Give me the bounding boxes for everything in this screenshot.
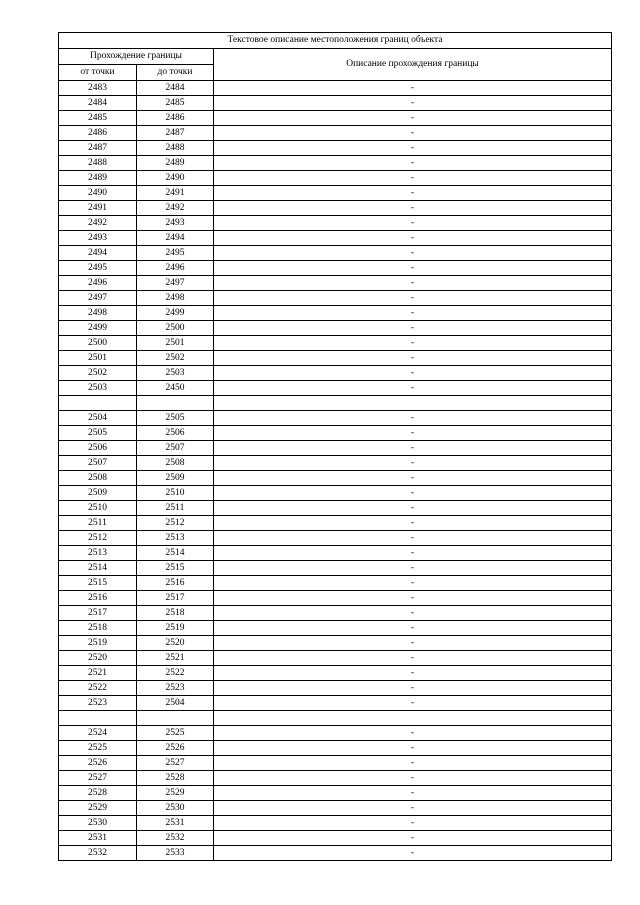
to-point-cell: 2503: [137, 366, 214, 381]
to-point-cell: 2496: [137, 261, 214, 276]
from-point-cell: 2532: [59, 846, 137, 861]
from-point-cell: 2516: [59, 591, 137, 606]
description-cell: -: [214, 486, 612, 501]
description-cell: -: [214, 201, 612, 216]
table-row: [59, 306, 612, 321]
from-point-cell: 2530: [59, 816, 137, 831]
from-point-cell: 2499: [59, 321, 137, 336]
to-point-cell: 2513: [137, 531, 214, 546]
description-cell: -: [214, 96, 612, 111]
to-point-cell: 2516: [137, 576, 214, 591]
to-point-cell: 2450: [137, 381, 214, 396]
from-point-cell: 2490: [59, 186, 137, 201]
from-point-cell: 2525: [59, 741, 137, 756]
to-point-cell: 2528: [137, 771, 214, 786]
table-row: [59, 291, 612, 306]
description-cell: -: [214, 321, 612, 336]
to-point-cell: 2498: [137, 291, 214, 306]
table-row: [59, 651, 612, 666]
description-cell: -: [214, 111, 612, 126]
to-point-cell: 2502: [137, 351, 214, 366]
table-row: [59, 171, 612, 186]
description-cell: -: [214, 216, 612, 231]
table-row: [59, 126, 612, 141]
description-cell: [214, 711, 612, 726]
table-row: [59, 111, 612, 126]
description-cell: -: [214, 441, 612, 456]
from-point-cell: 2496: [59, 276, 137, 291]
to-point-cell: 2500: [137, 321, 214, 336]
from-point-cell: 2489: [59, 171, 137, 186]
description-cell: -: [214, 141, 612, 156]
table-row: [59, 471, 612, 486]
to-point-cell: 2495: [137, 246, 214, 261]
to-point-cell: 2504: [137, 696, 214, 711]
to-point-cell: 2497: [137, 276, 214, 291]
from-point-cell: 2483: [59, 81, 137, 96]
to-point-cell: 2518: [137, 606, 214, 621]
description-cell: -: [214, 186, 612, 201]
to-point-header: до точки: [137, 65, 214, 81]
from-point-cell: 2501: [59, 351, 137, 366]
boundary-description-table: [58, 32, 612, 861]
description-cell: -: [214, 741, 612, 756]
table-row: [59, 216, 612, 231]
from-point-cell: 2515: [59, 576, 137, 591]
description-cell: -: [214, 531, 612, 546]
table-row: [59, 201, 612, 216]
to-point-cell: 2507: [137, 441, 214, 456]
to-point-cell: 2515: [137, 561, 214, 576]
from-point-cell: 2509: [59, 486, 137, 501]
from-point-cell: 2492: [59, 216, 137, 231]
table-row: [59, 96, 612, 111]
table-row: [59, 486, 612, 501]
table-row: [59, 756, 612, 771]
to-point-cell: 2522: [137, 666, 214, 681]
from-point-cell: 2493: [59, 231, 137, 246]
from-point-cell: 2526: [59, 756, 137, 771]
table-row: [59, 441, 612, 456]
to-point-cell: 2489: [137, 156, 214, 171]
description-cell: -: [214, 231, 612, 246]
to-point-cell: 2520: [137, 636, 214, 651]
table-row: [59, 231, 612, 246]
table-row: [59, 561, 612, 576]
table-row: [59, 711, 612, 726]
table-row: [59, 411, 612, 426]
to-point-cell: 2493: [137, 216, 214, 231]
from-point-cell: 2485: [59, 111, 137, 126]
description-cell: -: [214, 561, 612, 576]
to-point-cell: 2511: [137, 501, 214, 516]
from-point-cell: 2497: [59, 291, 137, 306]
table-row: [59, 741, 612, 756]
description-cell: -: [214, 786, 612, 801]
table-row: [59, 381, 612, 396]
to-point-cell: 2491: [137, 186, 214, 201]
description-cell: -: [214, 771, 612, 786]
description-cell: -: [214, 651, 612, 666]
to-point-cell: 2509: [137, 471, 214, 486]
table-row: [59, 546, 612, 561]
table-row: [59, 396, 612, 411]
from-point-cell: 2524: [59, 726, 137, 741]
from-point-cell: 2506: [59, 441, 137, 456]
table-row: [59, 846, 612, 861]
to-point-cell: [137, 396, 214, 411]
table-row: [59, 426, 612, 441]
from-point-cell: 2521: [59, 666, 137, 681]
description-cell: -: [214, 246, 612, 261]
to-point-cell: 2517: [137, 591, 214, 606]
to-point-cell: 2485: [137, 96, 214, 111]
from-point-cell: 2529: [59, 801, 137, 816]
from-point-cell: 2495: [59, 261, 137, 276]
from-point-cell: 2518: [59, 621, 137, 636]
to-point-cell: 2508: [137, 456, 214, 471]
description-cell: -: [214, 681, 612, 696]
from-point-cell: 2528: [59, 786, 137, 801]
from-point-cell: 2510: [59, 501, 137, 516]
table-row: [59, 786, 612, 801]
description-cell: -: [214, 621, 612, 636]
from-point-cell: 2522: [59, 681, 137, 696]
from-point-cell: 2487: [59, 141, 137, 156]
description-cell: -: [214, 606, 612, 621]
description-cell: -: [214, 726, 612, 741]
description-cell: -: [214, 636, 612, 651]
from-point-cell: 2514: [59, 561, 137, 576]
description-cell: -: [214, 171, 612, 186]
table-row: [59, 276, 612, 291]
to-point-cell: 2510: [137, 486, 214, 501]
description-cell: [214, 396, 612, 411]
description-cell: -: [214, 291, 612, 306]
from-point-cell: 2520: [59, 651, 137, 666]
table-row: [59, 771, 612, 786]
to-point-cell: 2490: [137, 171, 214, 186]
from-point-cell: 2491: [59, 201, 137, 216]
to-point-cell: 2487: [137, 126, 214, 141]
description-cell: -: [214, 366, 612, 381]
to-point-cell: 2506: [137, 426, 214, 441]
to-point-cell: 2512: [137, 516, 214, 531]
description-cell: -: [214, 381, 612, 396]
table-row: [59, 531, 612, 546]
from-point-cell: [59, 396, 137, 411]
table-row: [59, 261, 612, 276]
table-row: [59, 831, 612, 846]
to-point-cell: 2527: [137, 756, 214, 771]
description-cell: -: [214, 831, 612, 846]
to-point-cell: 2526: [137, 741, 214, 756]
to-point-cell: 2529: [137, 786, 214, 801]
description-cell: -: [214, 756, 612, 771]
description-cell: -: [214, 126, 612, 141]
from-point-cell: 2513: [59, 546, 137, 561]
table-row: [59, 726, 612, 741]
description-cell: -: [214, 426, 612, 441]
description-cell: -: [214, 81, 612, 96]
table-row: [59, 591, 612, 606]
from-point-cell: 2512: [59, 531, 137, 546]
table-row: [59, 606, 612, 621]
from-point-cell: 2508: [59, 471, 137, 486]
description-cell: -: [214, 666, 612, 681]
table-row: [59, 336, 612, 351]
to-point-cell: 2521: [137, 651, 214, 666]
description-cell: -: [214, 276, 612, 291]
from-point-cell: 2500: [59, 336, 137, 351]
to-point-cell: 2530: [137, 801, 214, 816]
table-row: [59, 81, 612, 96]
to-point-cell: 2519: [137, 621, 214, 636]
from-point-cell: 2527: [59, 771, 137, 786]
to-point-cell: 2533: [137, 846, 214, 861]
boundary-passage-header: Прохождение границы: [59, 49, 214, 65]
to-point-cell: 2531: [137, 816, 214, 831]
table-row: [59, 321, 612, 336]
table-row: [59, 366, 612, 381]
to-point-cell: 2523: [137, 681, 214, 696]
table-row: [59, 501, 612, 516]
from-point-cell: 2503: [59, 381, 137, 396]
table-row: [59, 816, 612, 831]
from-point-cell: 2484: [59, 96, 137, 111]
from-point-cell: 2486: [59, 126, 137, 141]
table-row: [59, 246, 612, 261]
description-cell: -: [214, 471, 612, 486]
to-point-cell: 2494: [137, 231, 214, 246]
description-header: Описание прохождения границы: [214, 49, 612, 81]
to-point-cell: 2532: [137, 831, 214, 846]
description-cell: -: [214, 516, 612, 531]
description-cell: -: [214, 696, 612, 711]
from-point-cell: 2505: [59, 426, 137, 441]
to-point-cell: 2499: [137, 306, 214, 321]
description-cell: -: [214, 801, 612, 816]
from-point-cell: 2517: [59, 606, 137, 621]
to-point-cell: [137, 711, 214, 726]
from-point-cell: 2498: [59, 306, 137, 321]
table-row: [59, 621, 612, 636]
description-cell: -: [214, 591, 612, 606]
table-row: [59, 516, 612, 531]
description-cell: -: [214, 456, 612, 471]
description-cell: -: [214, 306, 612, 321]
to-point-cell: 2501: [137, 336, 214, 351]
to-point-cell: 2488: [137, 141, 214, 156]
to-point-cell: 2486: [137, 111, 214, 126]
description-cell: -: [214, 351, 612, 366]
description-cell: -: [214, 576, 612, 591]
description-cell: -: [214, 411, 612, 426]
table-row: [59, 576, 612, 591]
from-point-cell: 2502: [59, 366, 137, 381]
description-cell: -: [214, 846, 612, 861]
from-point-cell: 2504: [59, 411, 137, 426]
table-row: [59, 156, 612, 171]
from-point-header: от точки: [59, 65, 137, 81]
from-point-cell: 2511: [59, 516, 137, 531]
description-cell: -: [214, 336, 612, 351]
from-point-cell: 2531: [59, 831, 137, 846]
description-cell: -: [214, 816, 612, 831]
table-row: [59, 636, 612, 651]
table-row: [59, 186, 612, 201]
description-cell: -: [214, 546, 612, 561]
table-body: [59, 81, 612, 861]
from-point-cell: 2507: [59, 456, 137, 471]
to-point-cell: 2484: [137, 81, 214, 96]
to-point-cell: 2505: [137, 411, 214, 426]
table-row: [59, 666, 612, 681]
table-title: Текстовое описание местоположения границ объекта: [59, 33, 612, 49]
table-row: [59, 696, 612, 711]
to-point-cell: 2514: [137, 546, 214, 561]
to-point-cell: 2492: [137, 201, 214, 216]
from-point-cell: [59, 711, 137, 726]
from-point-cell: 2488: [59, 156, 137, 171]
description-cell: -: [214, 261, 612, 276]
to-point-cell: 2525: [137, 726, 214, 741]
description-cell: -: [214, 156, 612, 171]
table-row: [59, 351, 612, 366]
description-cell: -: [214, 501, 612, 516]
table-row: [59, 681, 612, 696]
from-point-cell: 2523: [59, 696, 137, 711]
table-row: [59, 141, 612, 156]
table-row: [59, 801, 612, 816]
from-point-cell: 2519: [59, 636, 137, 651]
from-point-cell: 2494: [59, 246, 137, 261]
table-row: [59, 456, 612, 471]
